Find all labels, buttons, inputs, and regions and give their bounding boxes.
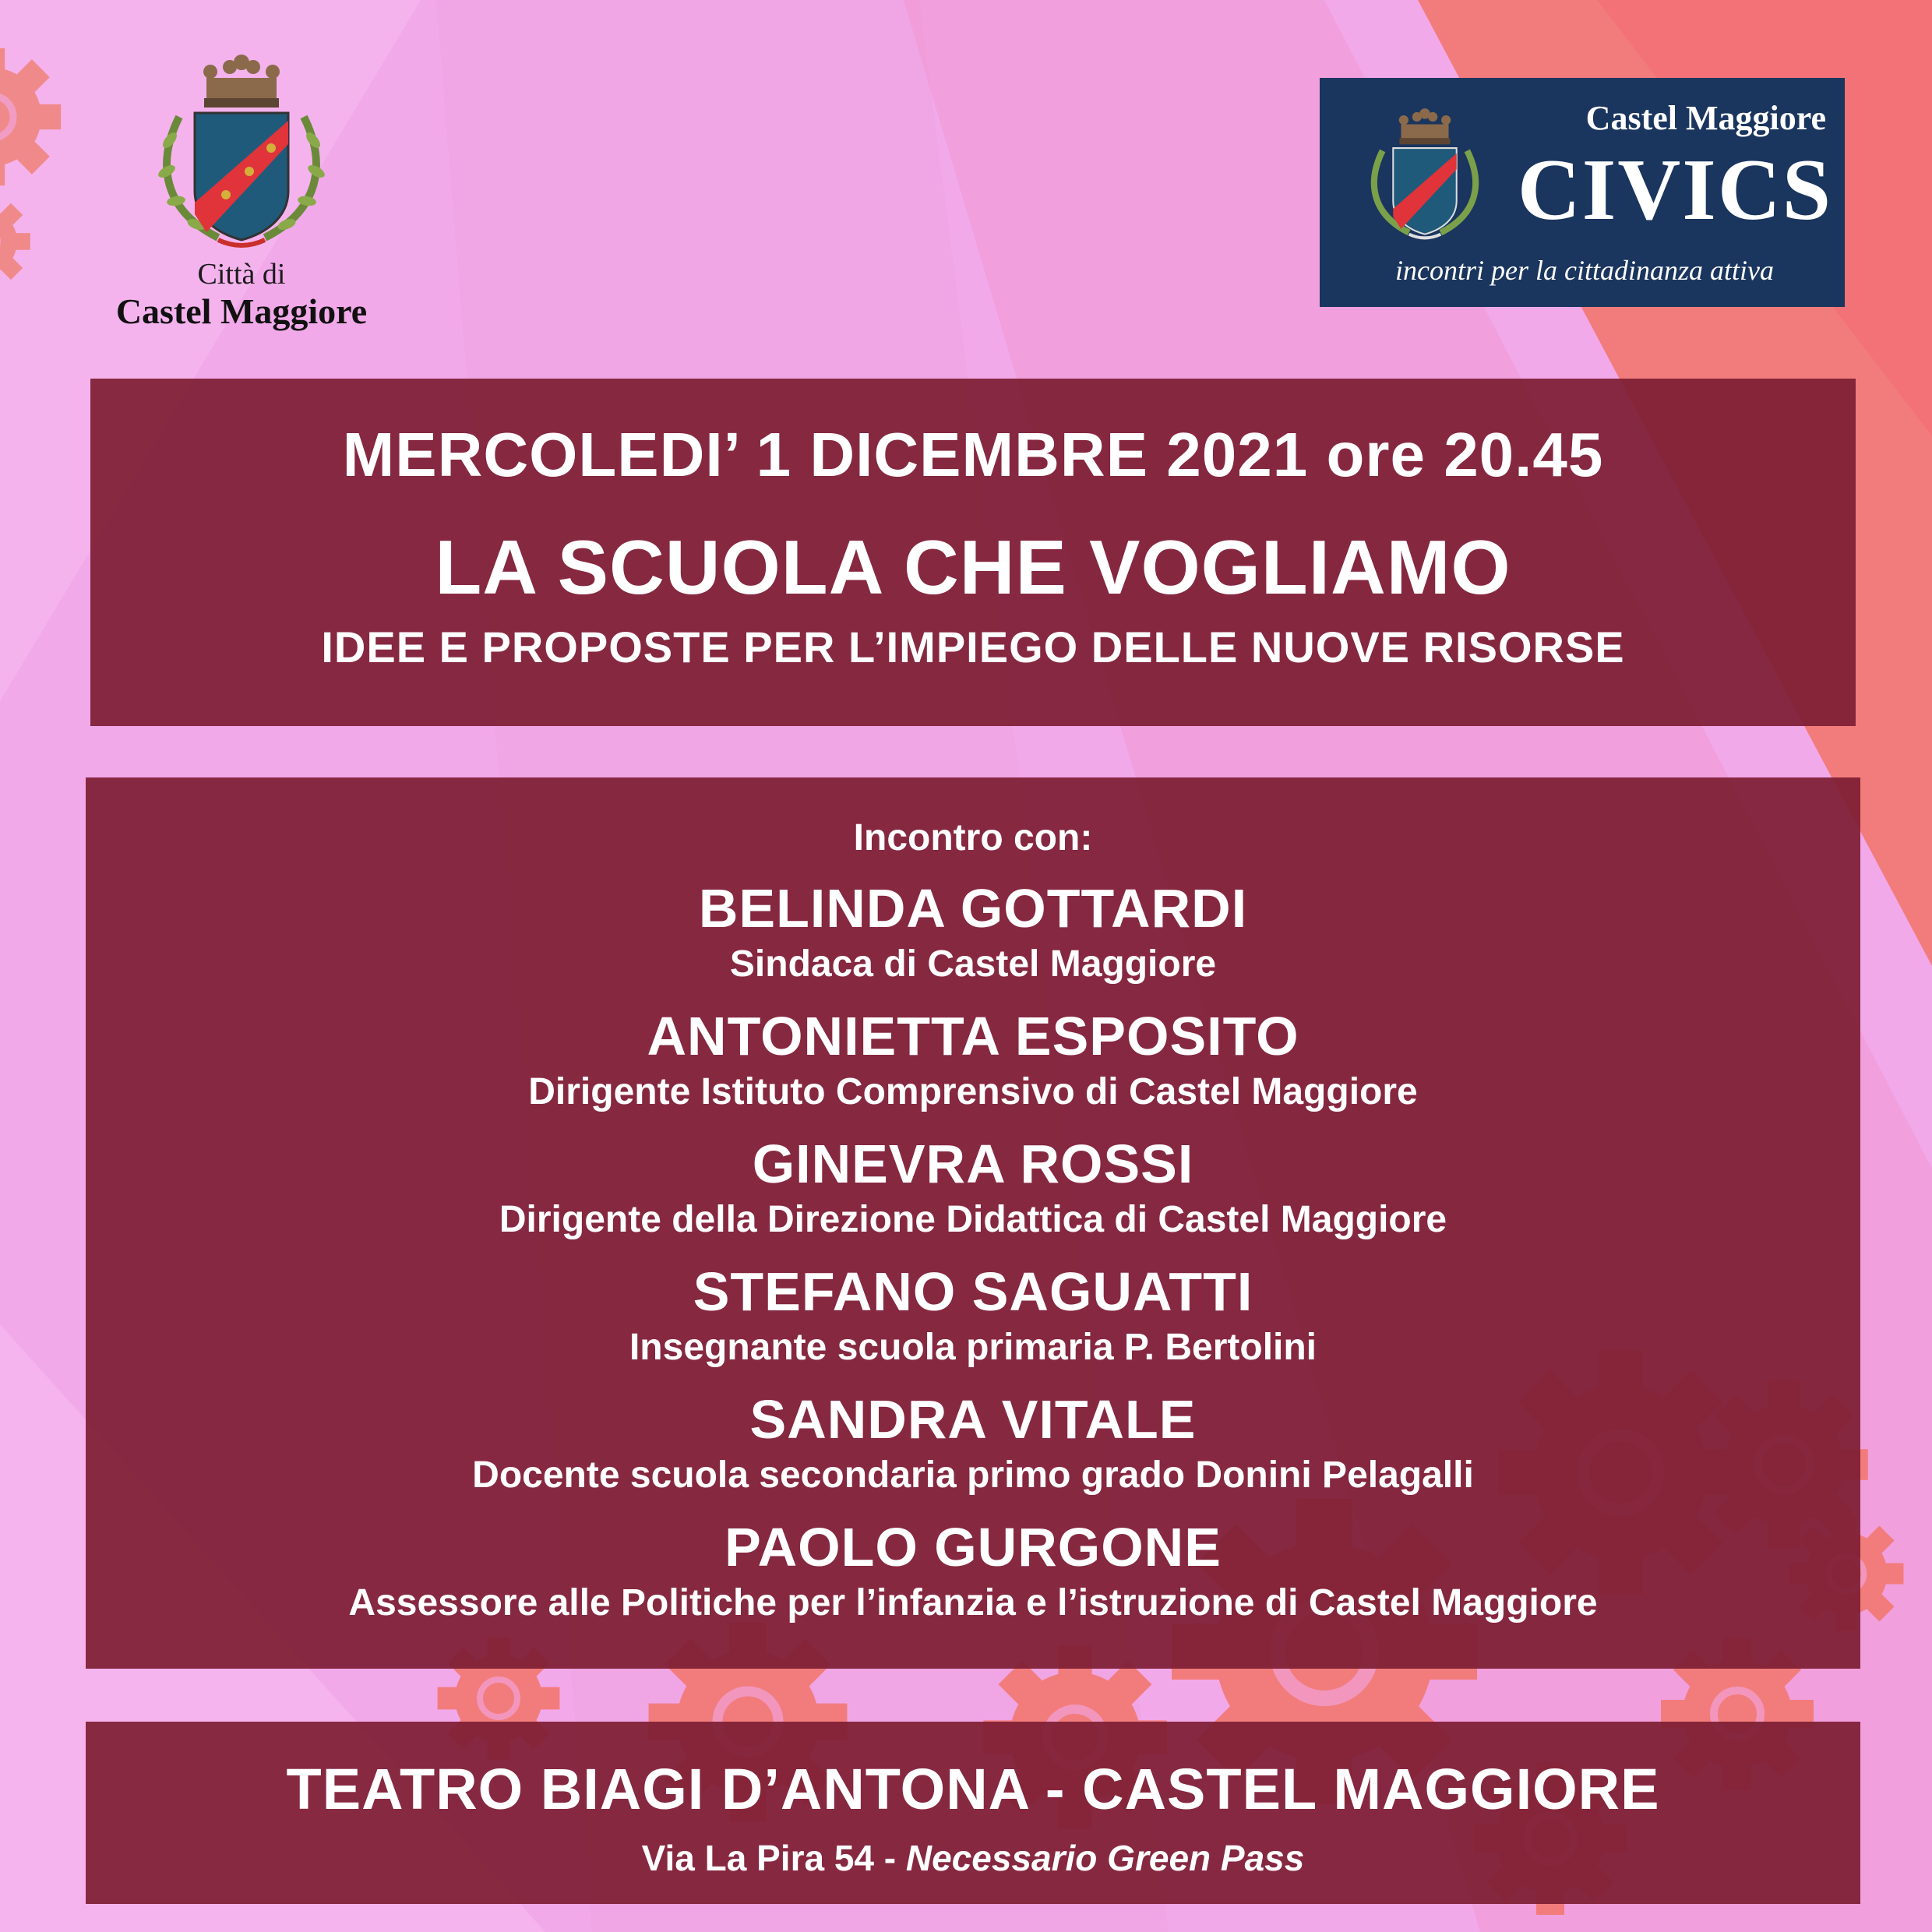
speakers-panel bbox=[86, 777, 1860, 1669]
city-label: Città di bbox=[197, 258, 286, 291]
city-name: Castel Maggiore bbox=[115, 291, 368, 331]
speaker-name: ANTONIETTA ESPOSITO bbox=[647, 1006, 1299, 1066]
coat-of-arms-icon bbox=[132, 47, 351, 257]
venue-town: CASTEL MAGGIORE bbox=[1082, 1757, 1660, 1821]
civics-subtitle: incontri per la cittadinanza attiva bbox=[1395, 255, 1774, 286]
speaker-role: Sindaca di Castel Maggiore bbox=[729, 943, 1217, 985]
speaker-name: STEFANO SAGUATTI bbox=[693, 1261, 1253, 1322]
speaker-role: Assessore alle Politiche per l’infanzia e l’istruzione di Castel Maggiore bbox=[348, 1582, 1598, 1624]
event-header-panel bbox=[90, 379, 1856, 726]
civics-title: CIVICS bbox=[1517, 142, 1832, 238]
event-date: MERCOLEDI’ 1 DICEMBRE 2021 ore 20.45 bbox=[342, 420, 1604, 489]
speaker-name: GINEVRA ROSSI bbox=[752, 1133, 1194, 1194]
speaker-role: Docente scuola secondaria primo grado Donini Pelagalli bbox=[472, 1454, 1474, 1496]
venue-detail-separator: - bbox=[883, 1838, 897, 1878]
city-logo bbox=[101, 47, 382, 343]
speaker-name: BELINDA GOTTARDI bbox=[698, 878, 1248, 939]
civics-coat-of-arms-icon bbox=[1351, 97, 1499, 252]
venue-separator: - bbox=[1045, 1757, 1066, 1821]
event-title: LA SCUOLA CHE VOGLIAMO bbox=[435, 524, 1511, 610]
speaker-name: PAOLO GURGONE bbox=[724, 1517, 1222, 1578]
event-subtitle: IDEE E PROPOSTE PER L’IMPIEGO DELLE NUOVE RISORSE bbox=[321, 622, 1625, 672]
green-pass-notice: Necessario Green Pass bbox=[905, 1838, 1305, 1878]
speaker-role: Dirigente della Direzione Didattica di Castel Maggiore bbox=[499, 1199, 1447, 1240]
venue-details bbox=[86, 1837, 1860, 1879]
speaker-role: Insegnante scuola primaria P. Bertolini bbox=[629, 1327, 1317, 1368]
speaker-name: SANDRA VITALE bbox=[749, 1389, 1197, 1450]
speakers-intro: Incontro con: bbox=[853, 817, 1093, 858]
venue-address: Via La Pira 54 bbox=[641, 1838, 875, 1878]
speaker-role: Dirigente Istituto Comprensivo di Castel Maggiore bbox=[528, 1071, 1418, 1112]
civics-city: Castel Maggiore bbox=[1585, 99, 1826, 137]
venue-name bbox=[86, 1756, 1860, 1822]
venue-panel bbox=[86, 1722, 1860, 1904]
civics-badge bbox=[1320, 78, 1845, 307]
venue-theatre: TEATRO BIAGI D’ANTONA bbox=[286, 1757, 1029, 1821]
crown-icon bbox=[203, 55, 280, 108]
